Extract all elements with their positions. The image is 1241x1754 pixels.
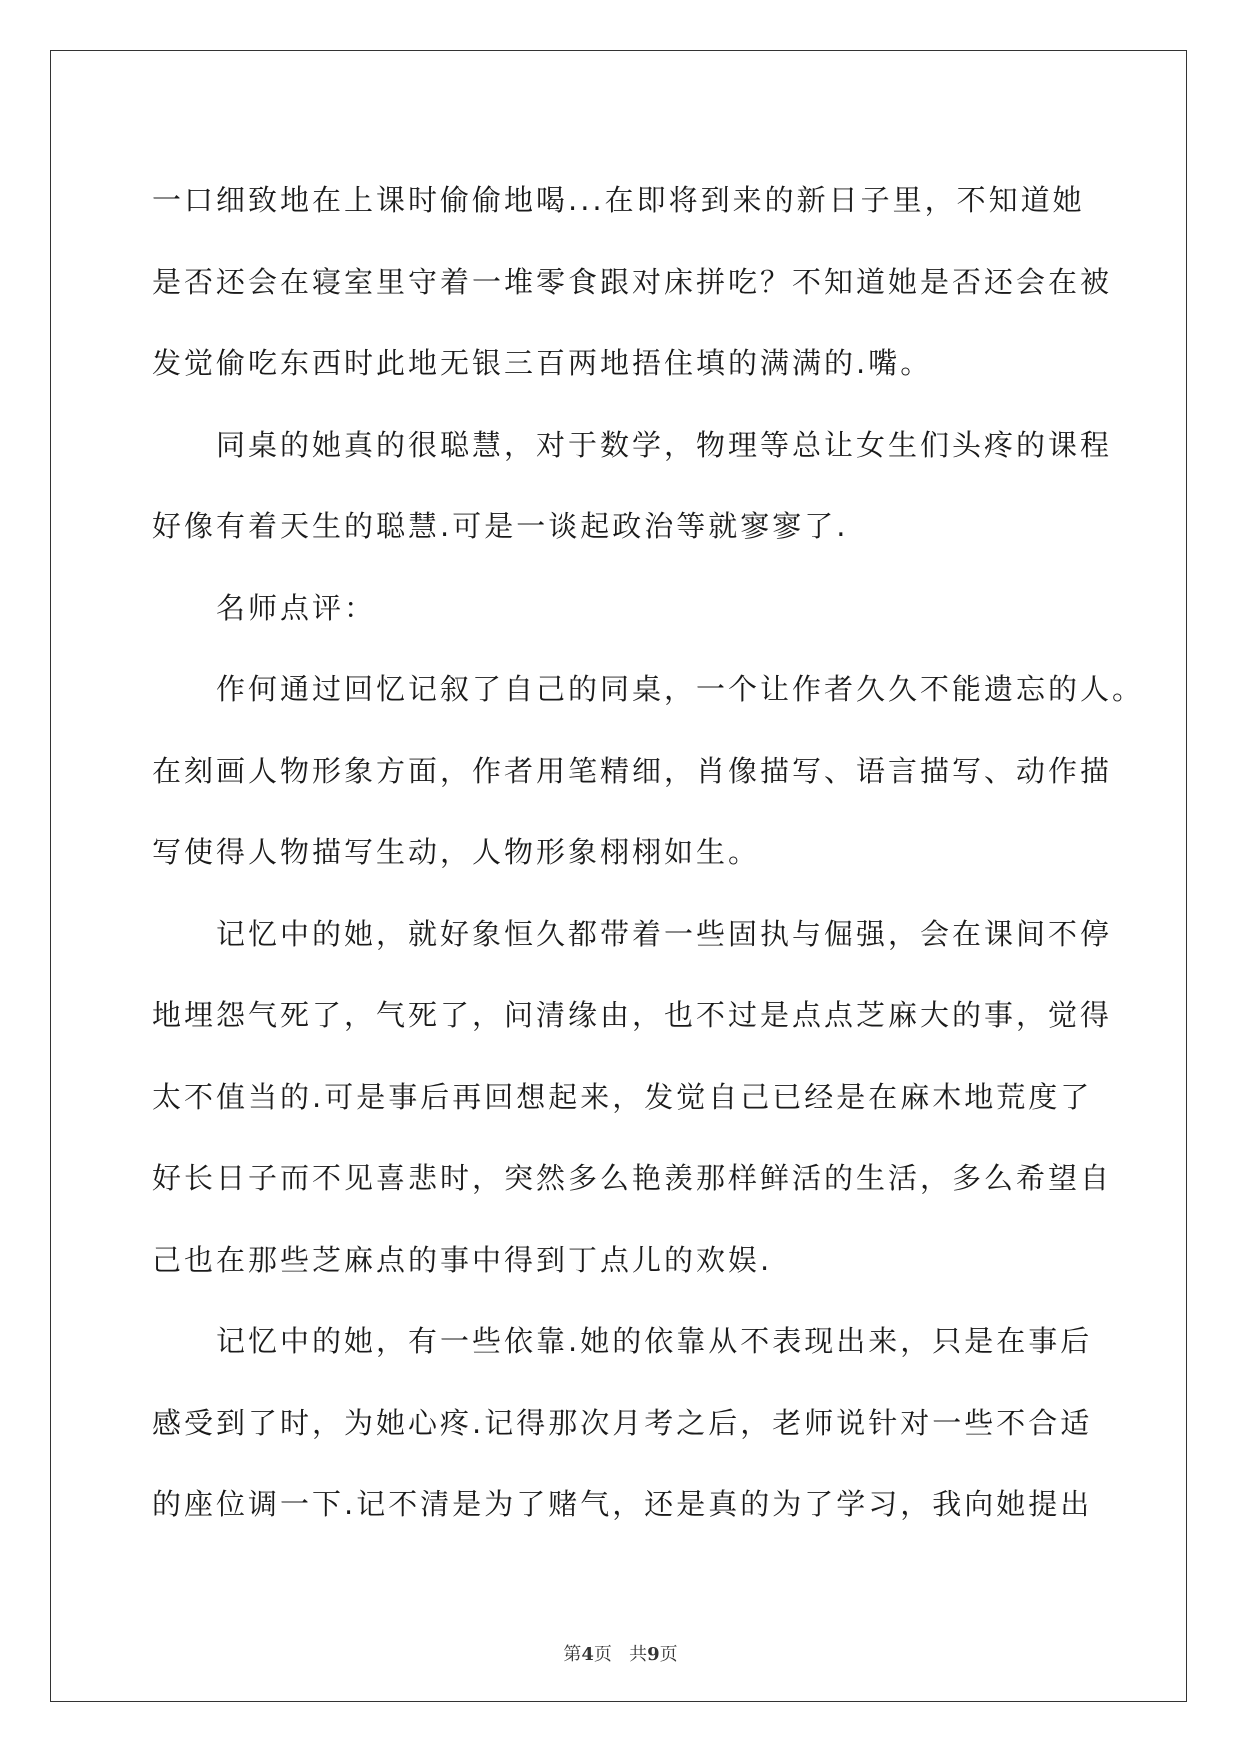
- text-line: 地埋怨气死了，气死了，问清缘由，也不过是点点芝麻大的事，觉得: [152, 998, 1113, 1032]
- paragraph-first-line: 记忆中的她，就好象恒久都带着一些固执与倔强，会在课间不停: [216, 916, 1113, 951]
- paragraph-first-line: 记忆中的她，有一些依靠.她的依靠从不表现出来，只是在事后: [216, 1324, 1093, 1358]
- footer-prefix: 第: [563, 1644, 582, 1665]
- page-footer: [0, 1640, 1241, 1666]
- current-page-number: 4: [581, 1644, 594, 1665]
- document-body: [152, 160, 1145, 1546]
- text-line: 发觉偷吃东西时此地无银三百两地捂住填的满满的.嘴。: [152, 346, 933, 380]
- paragraph-first-line: 名师点评：: [216, 590, 377, 625]
- footer-page-word: 页: [593, 1644, 612, 1665]
- text-line: 在刻画人物形象方面，作者用笔精细，肖像描写、语言描写、动作描: [152, 753, 1113, 788]
- text-line: 好像有着天生的聪慧.可是一谈起政治等就寥寥了.: [152, 509, 849, 543]
- text-line: 是否还会在寝室里守着一堆零食跟对床拼吃？不知道她是否还会在被: [152, 264, 1113, 299]
- paragraph-first-line: 同桌的她真的很聪慧，对于数学，物理等总让女生们头疼的课程: [216, 427, 1113, 462]
- text-line: 好长日子而不见喜悲时，突然多么艳羡那样鲜活的生活，多么希望自: [152, 1161, 1113, 1195]
- footer-total-prefix: 共: [629, 1644, 648, 1665]
- text-line: 一口细致地在上课时偷偷地喝...在即将到来的新日子里，不知道她: [152, 183, 1085, 217]
- paragraph-first-line: 作何通过回忆记叙了自己的同桌，一个让作者久久不能遗忘的人。: [216, 672, 1145, 706]
- total-pages-number: 9: [647, 1644, 660, 1665]
- text-line: 写使得人物描写生动，人物形象栩栩如生。: [152, 835, 761, 869]
- text-line: 己也在那些芝麻点的事中得到丁点儿的欢娱.: [152, 1242, 773, 1277]
- footer-total-suffix: 页: [659, 1644, 678, 1665]
- text-line: 的座位调一下.记不清是为了赌气，还是真的为了学习，我向她提出: [152, 1487, 1093, 1521]
- text-line: 感受到了时，为她心疼.记得那次月考之后，老师说针对一些不合适: [152, 1405, 1093, 1440]
- text-line: 太不值当的.可是事后再回想起来，发觉自己已经是在麻木地荒度了: [152, 1079, 1093, 1114]
